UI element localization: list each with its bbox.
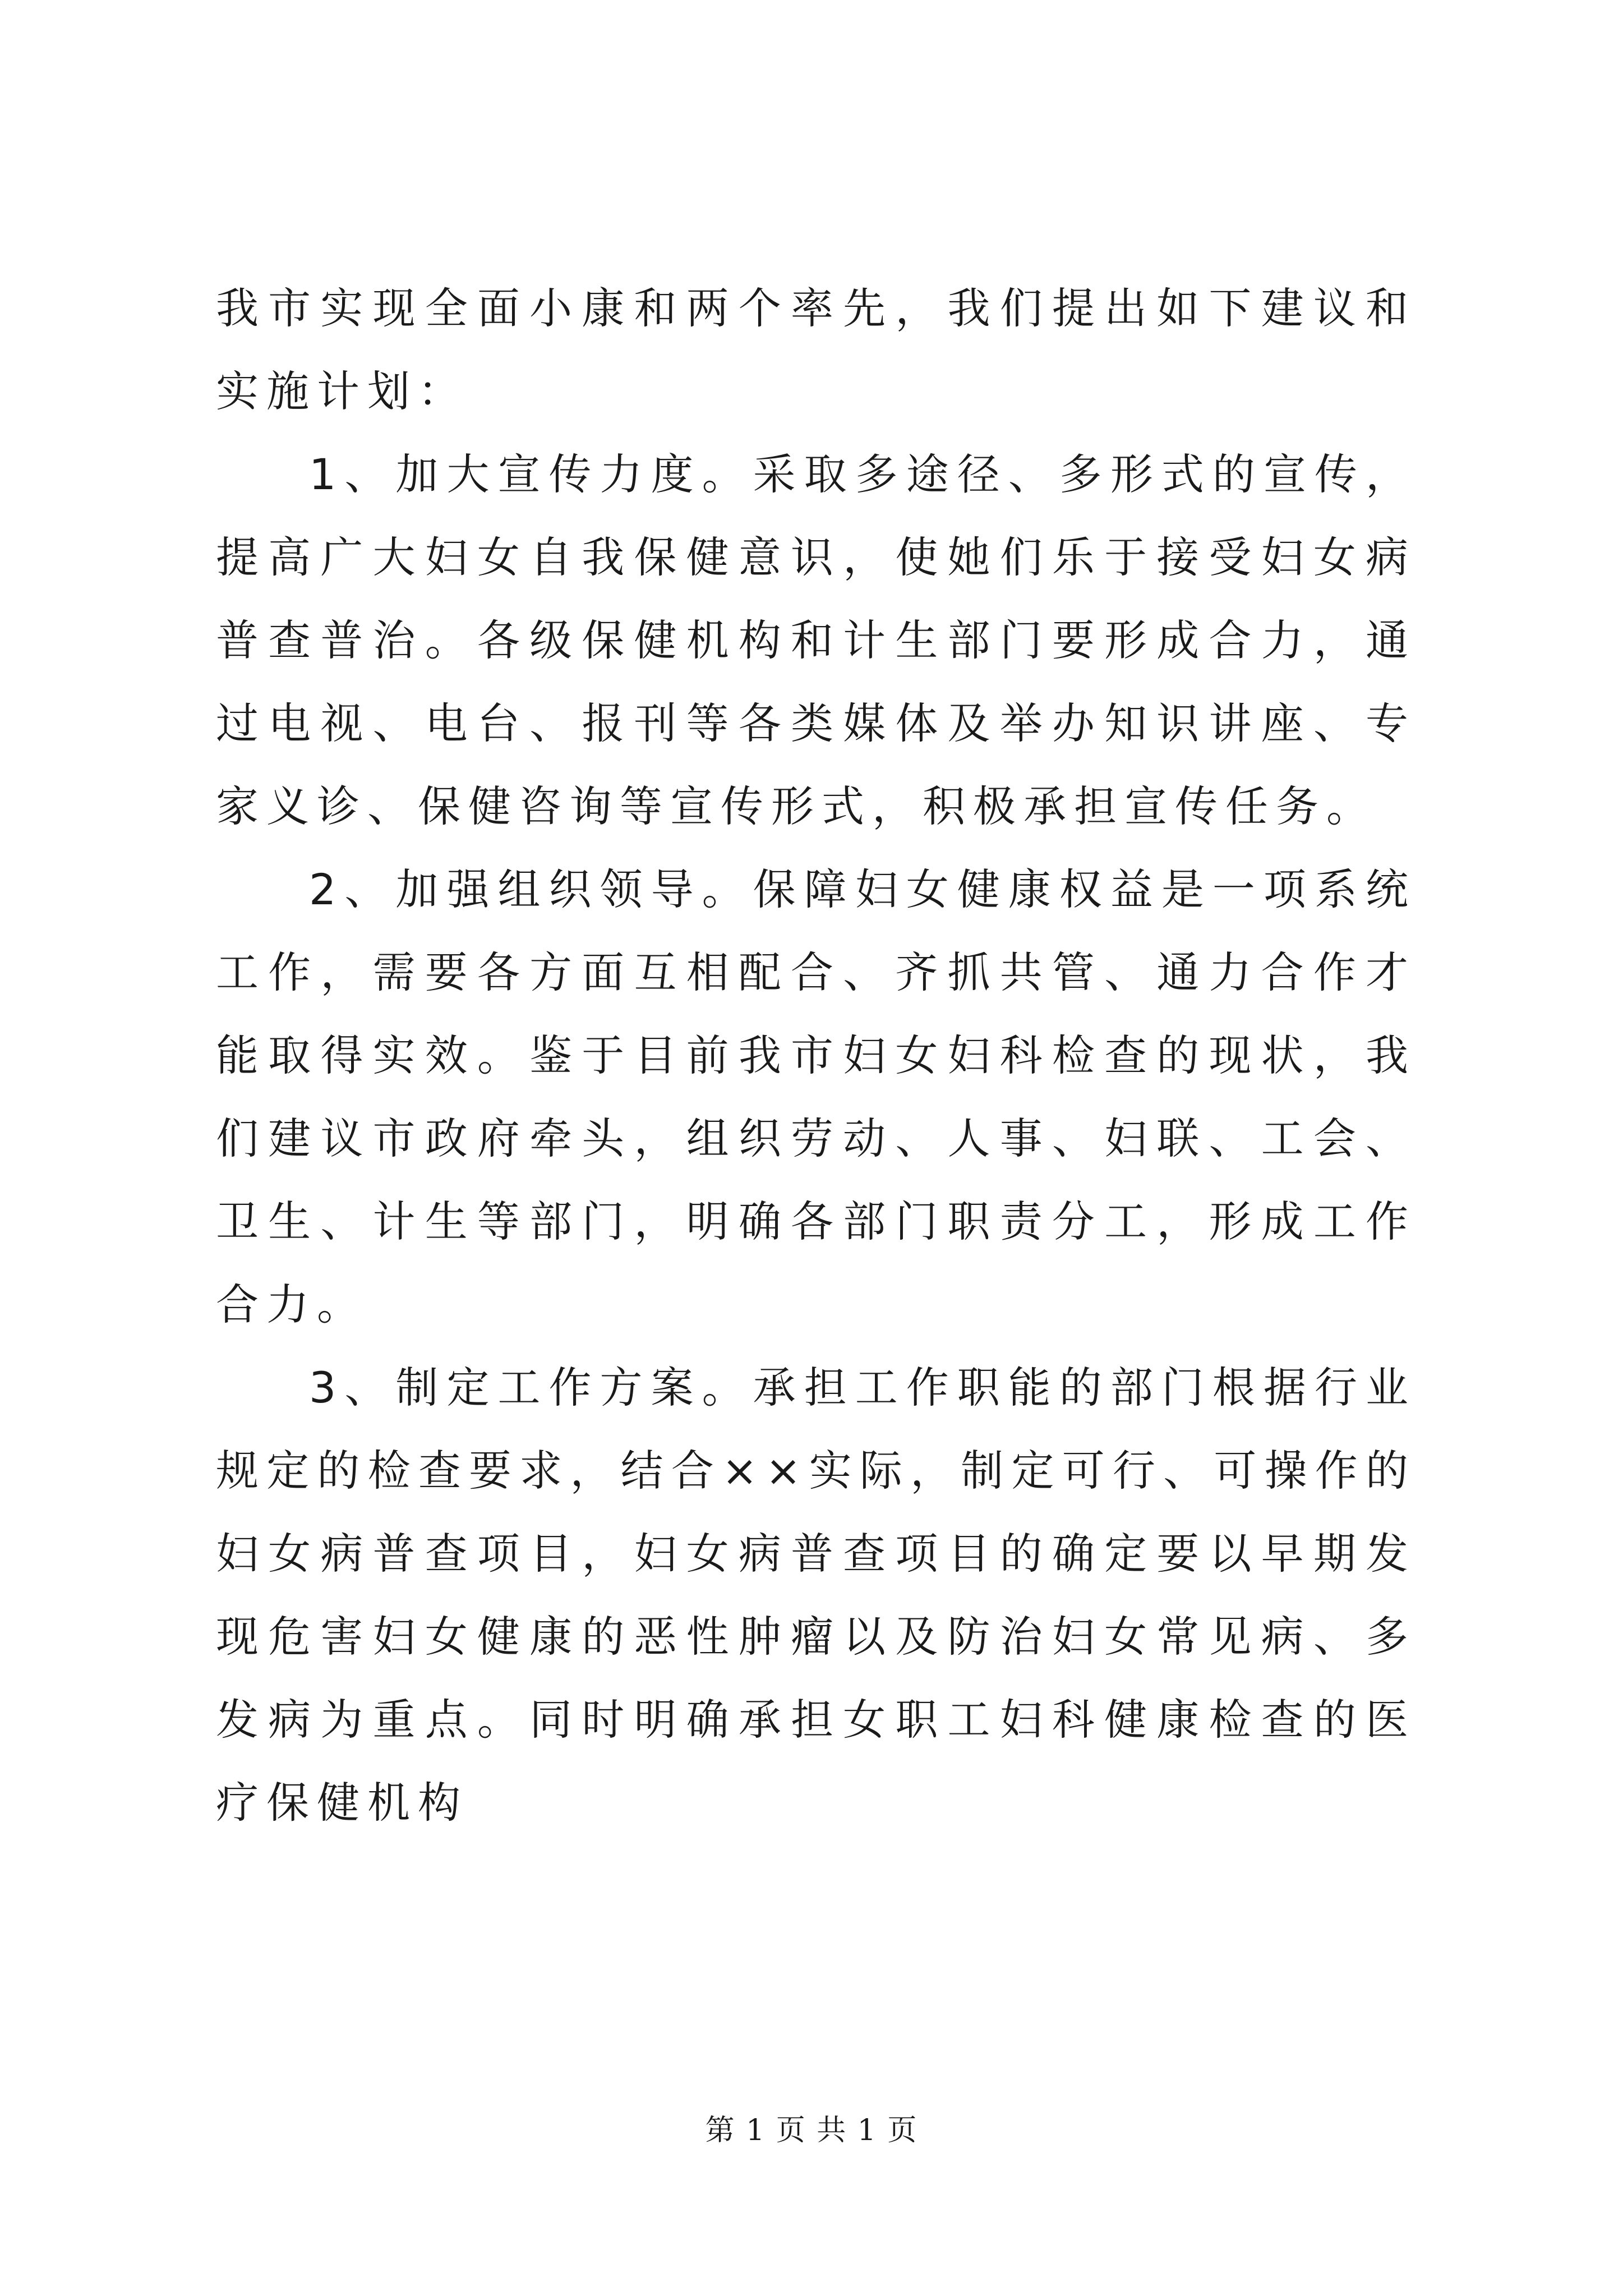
paragraph-intro: 我市实现全面小康和两个率先，我们提出如下建议和实施计划： — [216, 283, 1416, 416]
page-footer: 第 1 页 共 1 页 — [705, 2114, 918, 2147]
paragraph-item-1: 1、加大宣传力度。采取多途径、多形式的宣传，提高广大妇女自我保健意识，使她们乐于接受妇女病普查普治。各级保健机构和计生部门要形成合力，通过电视、电台、报刊等各类媒体及举办知识讲座、专家义诊、保健咨询等宣传形式，积极承担宣传任务。 — [216, 449, 1416, 831]
document-body — [216, 267, 1416, 1844]
paragraph-item-2: 2、加强组织领导。保障妇女健康权益是一项系统工作，需要各方面互相配合、齐抓共管、通力合作才能取得实效。鉴于目前我市妇女妇科检查的现状，我们建议市政府牵头，组织劳动、人事、妇联、工会、卫生、计生等部门，明确各部门职责分工，形成工作合力。 — [216, 864, 1416, 1329]
paragraph-item-3: 3、制定工作方案。承担工作职能的部门根据行业规定的检查要求，结合××实际，制定可行、可操作的妇女病普查项目，妇女病普查项目的确定要以早期发现危害妇女健康的恶性肿瘤以及防治妇女常见病、多发病为重点。同时明确承担女职工妇科健康检查的医疗保健机构 — [216, 1363, 1416, 1828]
